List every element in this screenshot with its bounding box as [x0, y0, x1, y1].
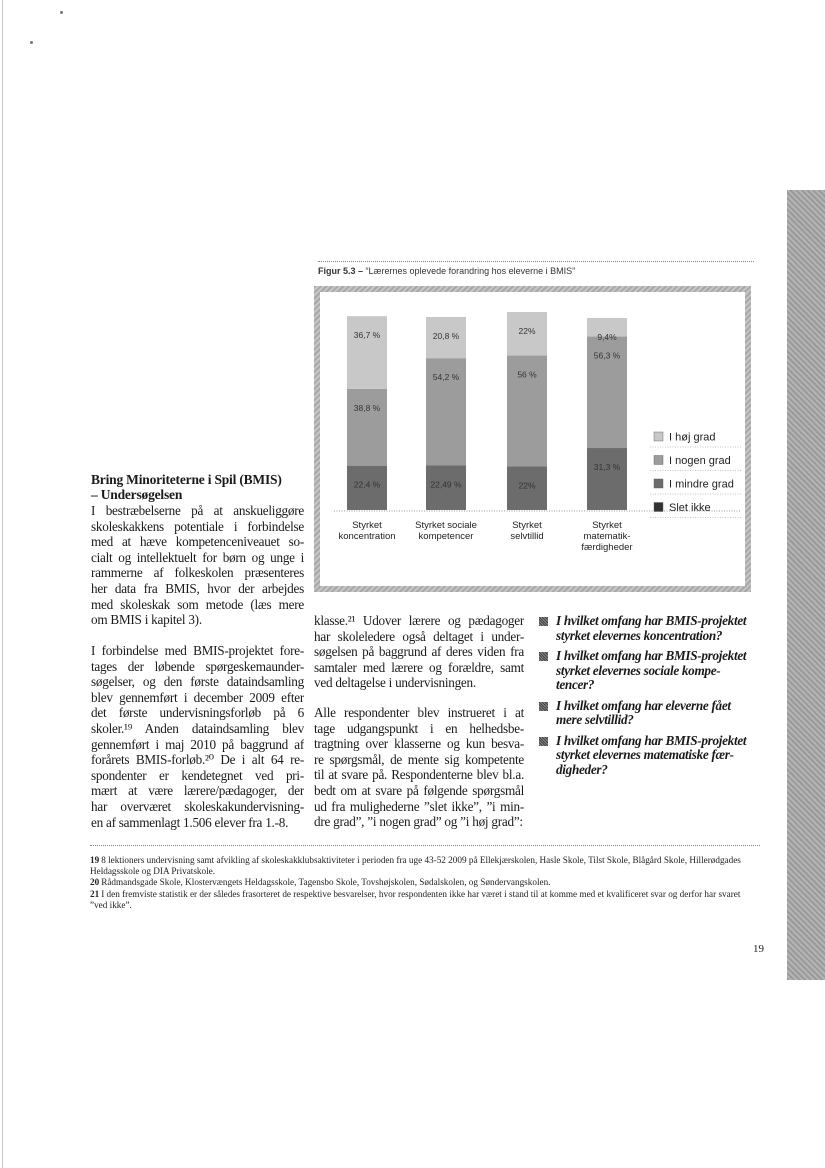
page-edge-strip	[787, 190, 825, 980]
left-par1-line: her data fra BMIS, hvor der arbejdes	[91, 580, 304, 596]
mid-par2-line: tragtning over klasserne og kun besva-	[314, 736, 524, 752]
mid-par1-line: har skoleledere også deltaget i under-	[314, 628, 524, 644]
footnote-text: I den fremviste statistik er der således frasorteret de respektive besvarelser, hvor respondenten ikke har været i stand til at komme med et kvalificeret svar og derfor har svaret ”ved ikke”.	[90, 888, 741, 910]
category-label: matematik-	[583, 531, 631, 542]
square-bullet-icon	[539, 702, 548, 711]
figure-top-rule	[318, 261, 754, 262]
legend-swatch	[654, 456, 663, 465]
category-label: Styrket	[592, 520, 622, 531]
question-item	[539, 734, 751, 778]
left-par1-line: med skoleskak som metode (læs mere	[91, 596, 304, 612]
category-label: Styrket	[512, 520, 542, 531]
left-par2-line: mært at være lærere/pædagoger, der	[91, 783, 304, 799]
question-line: I hvilket omfang har eleverne fået	[556, 697, 731, 713]
footnote-number: 19	[90, 855, 100, 865]
mid-par1-line: søgelsen på baggrund af deres viden fra	[314, 644, 524, 660]
mid-par2-line: dre grad”, ”i nogen grad” og ”i høj grad”:	[314, 814, 523, 830]
footnote	[90, 855, 760, 877]
question-line: I hvilket omfang har BMIS-projektet	[556, 613, 747, 628]
stacked-bar-chart	[314, 286, 751, 592]
question-text	[556, 699, 751, 728]
question-text	[556, 734, 751, 778]
question-item	[539, 614, 751, 643]
left-par2-line: det første undervisningsforløb på 6	[91, 705, 304, 721]
left-par1-line: rammerne af folkeskolen præsenteres	[91, 565, 304, 581]
question-list	[539, 614, 751, 783]
data-label: 20,8 %	[432, 330, 460, 341]
data-label: 22,4 %	[353, 479, 381, 490]
legend-label: I nogen grad	[669, 455, 731, 467]
instruction-paragraph	[314, 705, 524, 830]
left-par1-line: om BMIS i kapitel 3).	[91, 612, 202, 628]
bar-segment	[347, 389, 387, 466]
data-label: 38,8 %	[353, 402, 381, 413]
left-par2-line: tages der løbende spørgeskemaunder-	[91, 658, 304, 674]
figure-number: Figur 5.3 –	[318, 266, 364, 276]
question-line: I hvilket omfang har BMIS-projektet	[556, 648, 747, 663]
left-par1-line: med at hæve kompetenceniveauet so-	[91, 534, 304, 550]
bar-segment	[347, 316, 387, 389]
question-text	[556, 614, 751, 643]
mid-par2-line: re spørgsmål, de mente sig kompetente	[314, 751, 524, 767]
square-bullet-icon	[539, 652, 548, 661]
data-label: 56,3 %	[593, 350, 621, 361]
footnote-number: 20	[90, 877, 100, 888]
section-heading	[91, 472, 316, 502]
legend-swatch	[654, 432, 663, 441]
section-heading-line-2: – Undersøgelsen	[91, 487, 183, 502]
question-item	[539, 649, 751, 693]
question-line: mere selvtillid?	[556, 712, 634, 727]
legend-label: I mindre grad	[669, 478, 734, 491]
mid-par1-line: ved deltagelse i undervisningen.	[314, 675, 476, 691]
left-par2-line: en af sammenlagt 1.506 elever fra 1.-8.	[91, 814, 289, 830]
category-label: færdigheder	[581, 542, 633, 553]
scan-speck-1	[60, 11, 63, 14]
left-par2-line: forårets BMIS-forløb.²⁰ De i alt 64 re-	[91, 752, 304, 768]
question-line: styrket elevernes sociale kompe-	[556, 662, 721, 678]
left-par2-line: blev gennemført i december 2009 efter	[91, 689, 304, 705]
respondents-paragraph	[314, 613, 524, 691]
left-par2-line: har overværet skoleskakundervisning-	[91, 798, 304, 814]
footnotes	[90, 855, 760, 911]
left-par2-line: I forbindelse med BMIS-projektet fore-	[91, 643, 304, 658]
mid-par1-line: klasse.²¹ Udover lærere og pædagoger	[314, 613, 524, 628]
left-par2-line: skoler.¹⁹ Anden dataindsamling blev	[91, 720, 304, 736]
mid-par2-line: ud fra mulighederne ”slet ikke”, ”i min-	[314, 798, 524, 814]
mid-par2-line: bedt om at svare på følgende spørgsmål	[314, 782, 524, 798]
chart-frame	[314, 286, 751, 592]
category-label: selvtillid	[510, 531, 544, 542]
footnote	[90, 889, 760, 911]
bar-segment	[587, 448, 627, 510]
question-item	[539, 699, 751, 728]
left-par1-line: cialt og intellektuelt for børn og unge i	[91, 549, 304, 565]
category-label: koncentration	[338, 531, 396, 542]
category-label: Styrket	[352, 520, 382, 531]
scan-speck-2	[30, 41, 33, 44]
legend-label: I høj grad	[669, 431, 716, 444]
mid-par1-line: samtaler med lærere og forældre, samt	[314, 659, 524, 675]
data-label: 31,3 %	[593, 462, 621, 473]
question-line: I hvilket omfang har BMIS-projektet	[556, 732, 747, 748]
left-par2-line: søgelser, og den første dataindsamling	[91, 674, 304, 690]
mid-par2-line: tage udgangspunkt i en helhedsbe-	[314, 720, 524, 736]
left-par1-line: skoleskakkens potentiale i forbindelse	[91, 518, 304, 534]
category-label: Styrket sociale	[415, 520, 477, 531]
page-number: 19	[753, 943, 764, 955]
figure-caption	[318, 266, 758, 276]
legend-label: Slet ikke	[669, 502, 711, 514]
footnote-text: 8 lektioners undervisning samt afvikling af skoleskakklubsaktiviteter i perioden fra uge 43-52 2009 på Ellekjærskolen, Hasle Skole, Tilst Skole, Blågård Skole, Hillerødgades Heldagsskole og DIA Privatskole.	[90, 855, 741, 877]
data-label: 22%	[518, 326, 536, 336]
data-label: 54,2 %	[432, 372, 460, 383]
question-line: digheder?	[556, 761, 608, 777]
figure-title: “Lærernes oplevede forandring hos eleverne i BMIS”	[365, 266, 576, 276]
data-label: 9,4%	[597, 331, 617, 342]
footnote-text: Rådmandsgade Skole, Klostervængets Heldagsskole, Tagensbo Skole, Tovshøjskolen, Sødalskolen, og Søndervangskolen.	[101, 877, 551, 888]
square-bullet-icon	[539, 617, 548, 626]
footnote	[90, 877, 760, 888]
question-text	[556, 649, 751, 693]
left-par1-line: I bestræbelserne på at anskueliggøre	[91, 503, 304, 518]
data-label: 22%	[518, 480, 536, 491]
data-label: 36,7 %	[353, 330, 381, 341]
legend-swatch	[654, 479, 663, 488]
data-label: 56 %	[517, 369, 537, 380]
left-par2-line: spondenter er kendetegnet ved pri-	[91, 767, 304, 783]
mid-par2-line: til at svare på. Respondenterne blev bl.a.	[314, 767, 524, 783]
question-line: styrket elevernes koncentration?	[556, 627, 723, 643]
left-par2-line: gennemført i maj 2010 på baggrund af	[91, 736, 304, 752]
footnote-rule	[90, 845, 760, 846]
footnote-number: 21	[90, 888, 100, 899]
mid-par2-line: Alle respondenter blev instrueret i at	[314, 705, 524, 720]
legend-swatch	[654, 503, 663, 512]
category-label: kompetencer	[418, 531, 474, 542]
question-line: tencer?	[556, 677, 595, 692]
data-label: 22,49 %	[430, 479, 462, 490]
intro-paragraph	[91, 503, 304, 628]
square-bullet-icon	[539, 737, 548, 746]
method-paragraph	[91, 643, 304, 830]
question-line: styrket elevernes matematiske fær-	[556, 747, 734, 762]
section-heading-line-1: Bring Minoriteterne i Spil (BMIS)	[91, 472, 282, 487]
scan-left-edge	[2, 0, 3, 1168]
